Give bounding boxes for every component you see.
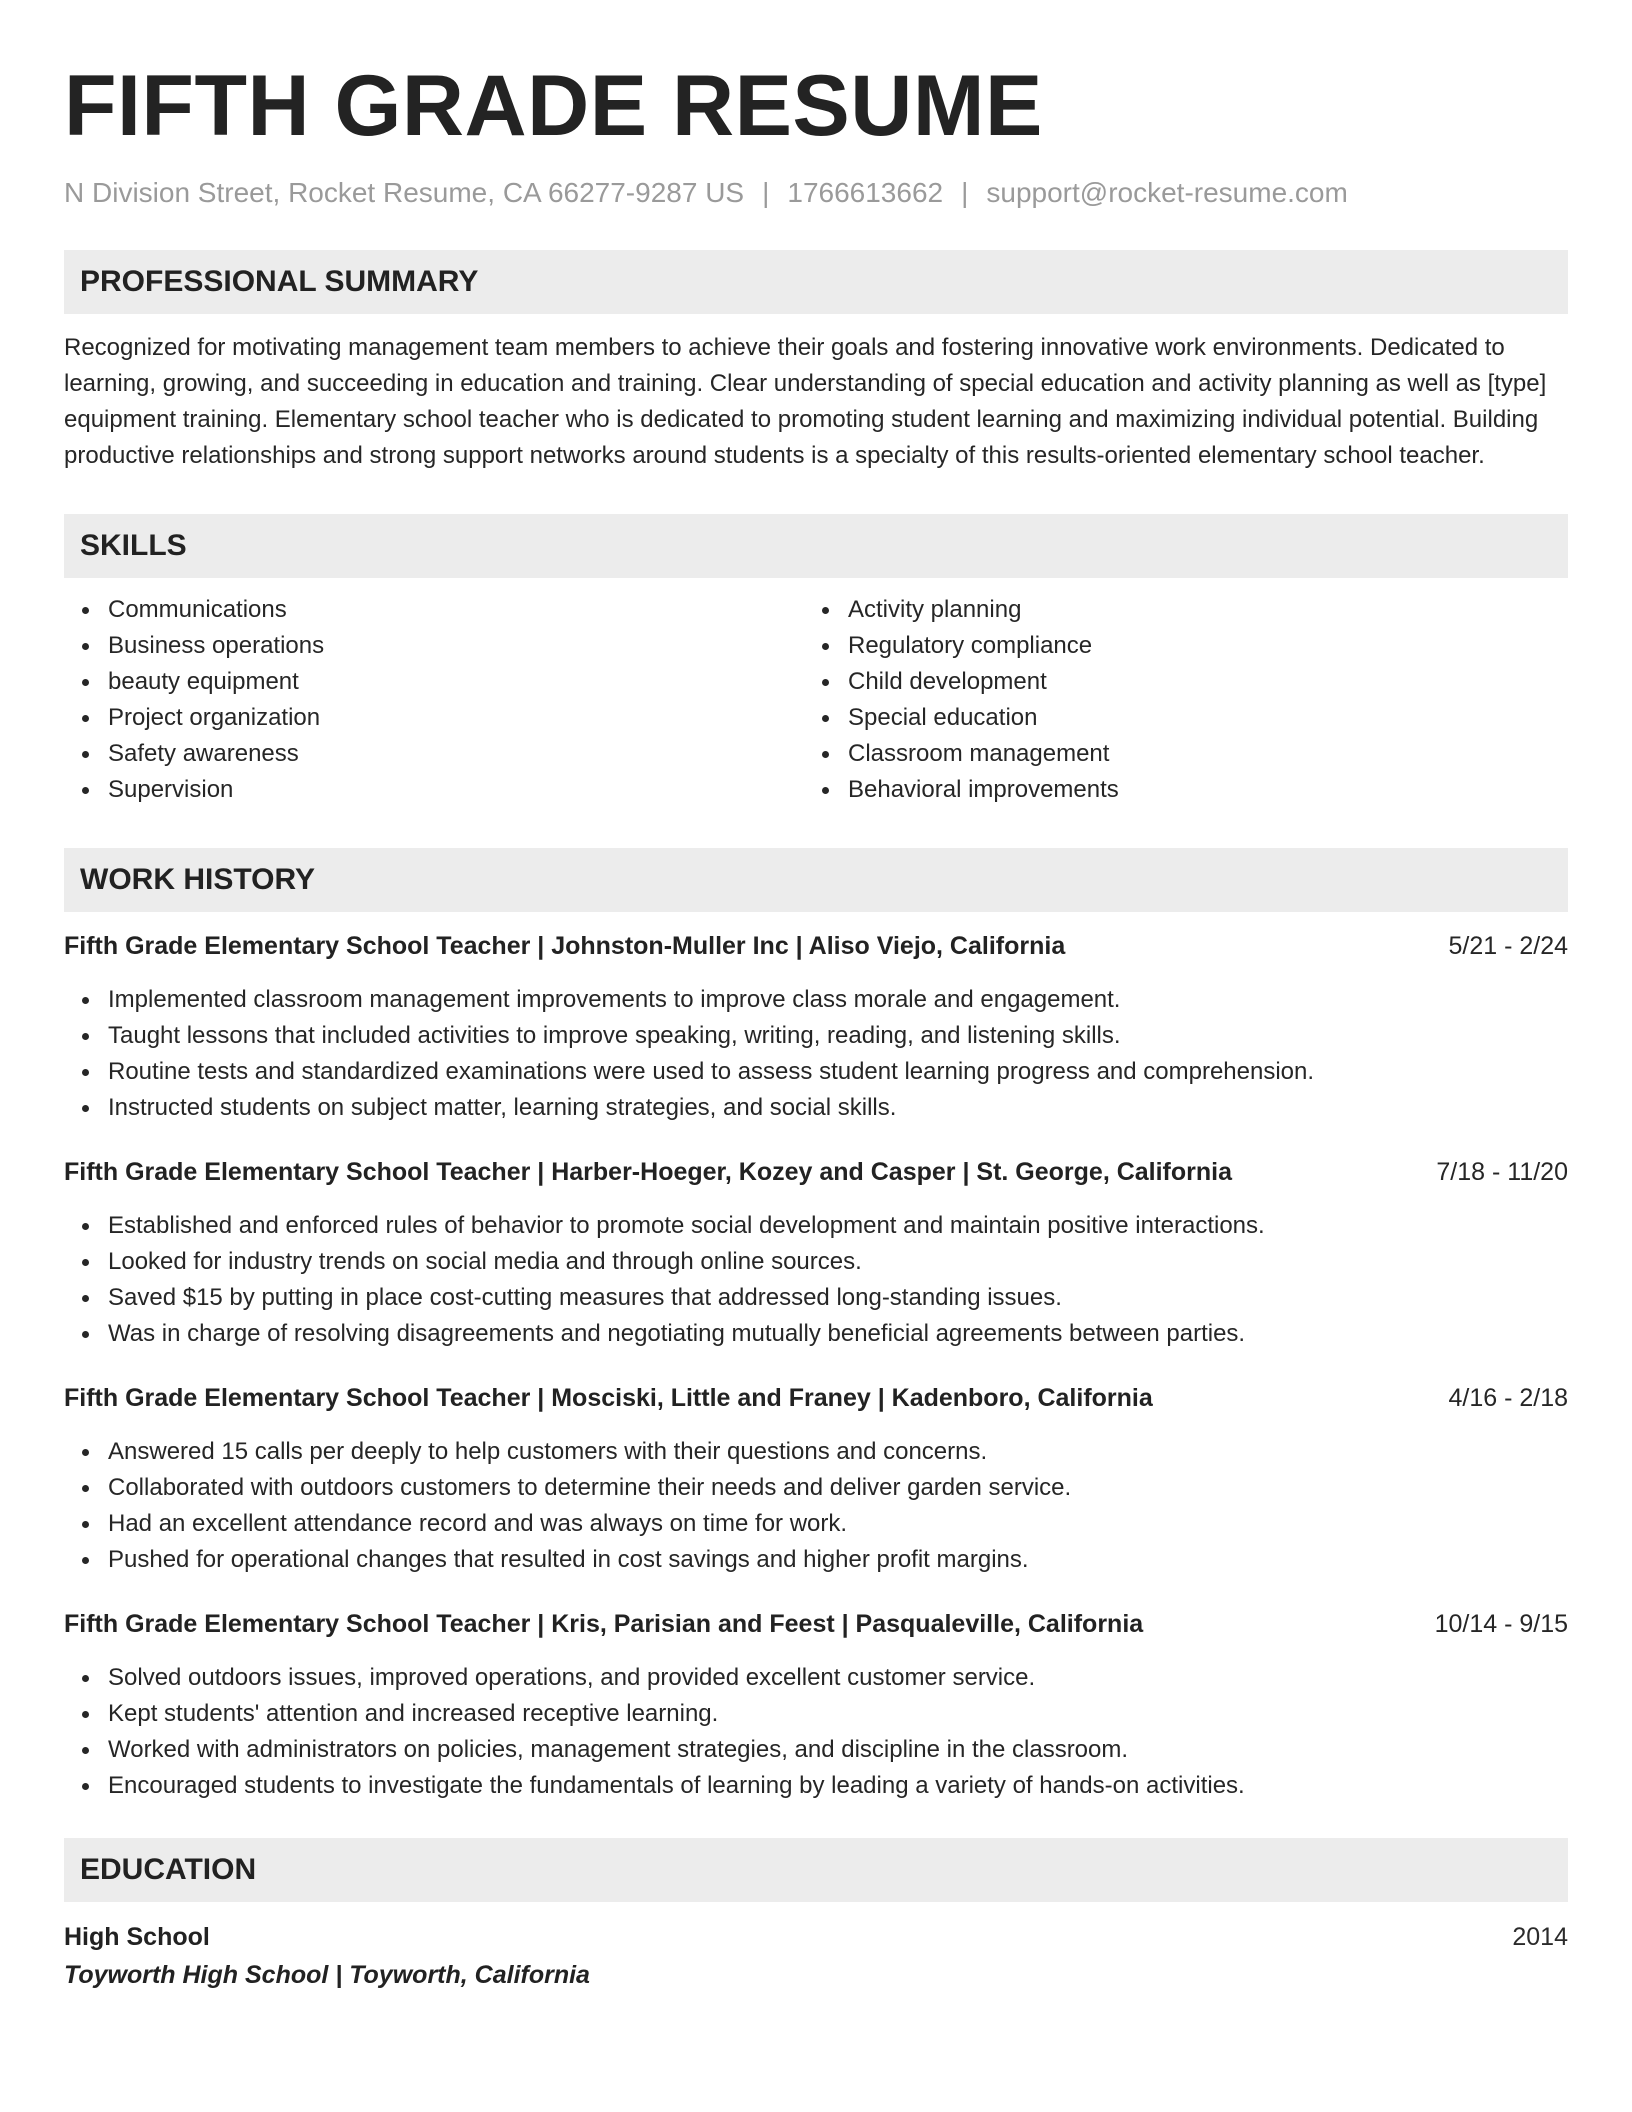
separator: | bbox=[762, 177, 770, 208]
job-bullet: Had an excellent attendance record and was always on time for work. bbox=[108, 1506, 1568, 1542]
education-entry bbox=[64, 1918, 1568, 1994]
job-header bbox=[64, 928, 1568, 964]
job-bullets bbox=[64, 1660, 1568, 1804]
education-header bbox=[64, 1918, 1568, 1956]
phone: 1766613662 bbox=[787, 177, 944, 208]
skill-item: Child development bbox=[848, 664, 1544, 700]
address: N Division Street, Rocket Resume, CA 66277-9287 US bbox=[64, 177, 745, 208]
skill-item: Regulatory compliance bbox=[848, 628, 1544, 664]
job-bullet: Collaborated with outdoors customers to determine their needs and deliver garden service. bbox=[108, 1470, 1568, 1506]
job-bullet: Kept students' attention and increased receptive learning. bbox=[108, 1696, 1568, 1732]
job-bullet: Saved $15 by putting in place cost-cutting measures that addressed long-standing issues. bbox=[108, 1280, 1568, 1316]
job-bullet: Routine tests and standardized examinations were used to assess student learning progress and comprehension. bbox=[108, 1054, 1568, 1090]
job-bullet: Instructed students on subject matter, learning strategies, and social skills. bbox=[108, 1090, 1568, 1126]
section-header-work: WORK HISTORY bbox=[64, 848, 1568, 912]
job-entry bbox=[64, 1606, 1568, 1804]
job-bullet: Implemented classroom management improvements to improve class morale and engagement. bbox=[108, 982, 1568, 1018]
section-header-skills: SKILLS bbox=[64, 514, 1568, 578]
job-entry bbox=[64, 1154, 1568, 1352]
job-title: Fifth Grade Elementary School Teacher | Mosciski, Little and Franey | Kadenboro, California bbox=[64, 1384, 1153, 1412]
section-header-summary: PROFESSIONAL SUMMARY bbox=[64, 250, 1568, 314]
job-bullet: Was in charge of resolving disagreements and negotiating mutually beneficial agreements between parties. bbox=[108, 1316, 1568, 1352]
job-title: Fifth Grade Elementary School Teacher | Harber-Hoeger, Kozey and Casper | St. George, California bbox=[64, 1158, 1233, 1186]
job-header bbox=[64, 1154, 1568, 1190]
skill-item: Business operations bbox=[108, 628, 804, 664]
job-bullet: Pushed for operational changes that resulted in cost savings and higher profit margins. bbox=[108, 1542, 1568, 1578]
job-bullets bbox=[64, 982, 1568, 1126]
job-bullets bbox=[64, 1208, 1568, 1352]
job-bullet: Taught lessons that included activities to improve speaking, writing, reading, and listening skills. bbox=[108, 1018, 1568, 1054]
skill-item: Communications bbox=[108, 592, 804, 628]
job-date: 10/14 - 9/15 bbox=[1434, 1610, 1568, 1638]
job-bullet: Established and enforced rules of behavior to promote social development and maintain positive interactions. bbox=[108, 1208, 1568, 1244]
skill-item: Classroom management bbox=[848, 736, 1544, 772]
skills-column-right bbox=[804, 592, 1544, 808]
resume-title: FIFTH GRADE RESUME bbox=[64, 58, 1043, 154]
email: support@rocket-resume.com bbox=[986, 177, 1348, 208]
job-bullet: Worked with administrators on policies, management strategies, and discipline in the classroom. bbox=[108, 1732, 1568, 1768]
skill-item: Safety awareness bbox=[108, 736, 804, 772]
job-title: Fifth Grade Elementary School Teacher | Kris, Parisian and Feest | Pasqualeville, California bbox=[64, 1610, 1144, 1638]
job-bullet: Solved outdoors issues, improved operations, and provided excellent customer service. bbox=[108, 1660, 1568, 1696]
job-bullet: Answered 15 calls per deeply to help customers with their questions and concerns. bbox=[108, 1434, 1568, 1470]
summary-text: Recognized for motivating management team members to achieve their goals and fostering innovative work environments. Dedicated to learning, growing, and succeeding in education and training. Clear understanding of special education and activity planning as well as [type] equipment training. Elementary school teacher who is dedicated to promoting student learning and maximizing individual potential. Building productive relationships and strong support networks around students is a specialty of this results-oriented elementary school teacher. bbox=[64, 334, 1547, 469]
education-degree: High School bbox=[64, 1923, 210, 1951]
job-bullets bbox=[64, 1434, 1568, 1578]
skill-item: Project organization bbox=[108, 700, 804, 736]
skills-column-left bbox=[64, 592, 804, 808]
skill-item: beauty equipment bbox=[108, 664, 804, 700]
job-header bbox=[64, 1606, 1568, 1642]
skill-item: Activity planning bbox=[848, 592, 1544, 628]
job-bullet: Looked for industry trends on social media and through online sources. bbox=[108, 1244, 1568, 1280]
job-title: Fifth Grade Elementary School Teacher | Johnston-Muller Inc | Aliso Viejo, California bbox=[64, 932, 1066, 960]
job-entry bbox=[64, 1380, 1568, 1578]
separator: | bbox=[961, 177, 969, 208]
job-entry bbox=[64, 928, 1568, 1126]
section-header-education: EDUCATION bbox=[64, 1838, 1568, 1902]
job-header bbox=[64, 1380, 1568, 1416]
job-date: 4/16 - 2/18 bbox=[1448, 1384, 1568, 1412]
skill-item: Behavioral improvements bbox=[848, 772, 1544, 808]
education-school: Toyworth High School | Toyworth, California bbox=[64, 1961, 590, 1989]
job-date: 7/18 - 11/20 bbox=[1436, 1158, 1568, 1186]
education-year: 2014 bbox=[1512, 1923, 1568, 1951]
job-bullet: Encouraged students to investigate the fundamentals of learning by leading a variety of hands-on activities. bbox=[108, 1768, 1568, 1804]
job-date: 5/21 - 2/24 bbox=[1448, 932, 1568, 960]
skills-list bbox=[64, 592, 1568, 808]
contact-line bbox=[64, 176, 1568, 210]
skill-item: Special education bbox=[848, 700, 1544, 736]
skill-item: Supervision bbox=[108, 772, 804, 808]
